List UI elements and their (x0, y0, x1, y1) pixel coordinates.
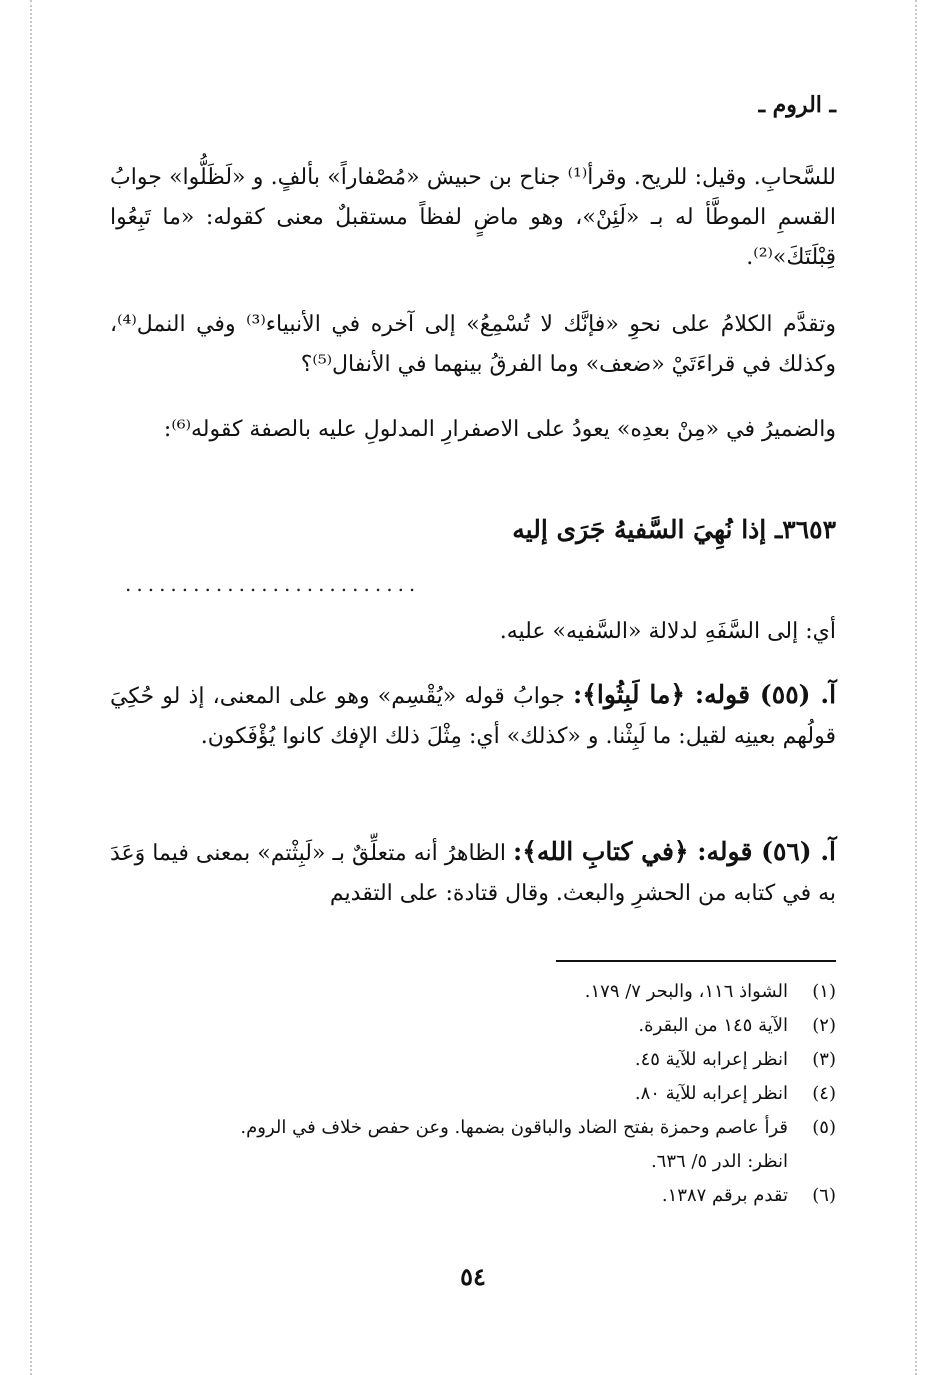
footnote-divider (556, 960, 836, 962)
verse-explanation: أي: إلى السَّفَهِ لدلالة «السَّفيه» عليه. (499, 619, 836, 644)
verse-line (110, 515, 836, 544)
verse-number: ٣٦٥٣ـ (774, 515, 836, 544)
ayah-55-heading: آ. (٥٥) قوله: ﴿ما لَبِثُوا﴾: (573, 680, 837, 709)
verse-text: إذا نُهِيَ السَّفيهُ جَرَى إليه (512, 515, 767, 544)
ayah-55-body: جوابُ قوله «يُقْسِم» وهو على المعنى، إذ لو حُكِيَ قولُهم بعينِه لقيل: ما لَبِثْنا. و «كذلك» أي: مِثْلَ ذلك الإفك كانوا يُؤْفَكون. (110, 684, 836, 749)
running-header: ـ الروم ـ (758, 92, 836, 118)
ayah-56-heading: آ. (٥٦) قوله: ﴿في كتابِ الله﴾: (513, 837, 836, 866)
footnote-6: (٦)تقدم برقم ١٣٨٧. (661, 1185, 836, 1206)
right-margin-dots (915, 0, 917, 1375)
footnote-5-continuation: انظر: الدر ٥/ ٦٣٦. (650, 1151, 788, 1172)
ayah-55-commentary (110, 675, 836, 757)
ayah-56-body: الظاهرُ أنه متعلِّقٌ بـ «لَبِثْتم» بمعنى فيما وَعَدَ به في كتابه من الحشرِ والبعث. وقال قتادة: على التقديم (110, 841, 836, 906)
footnote-5: (٥)قرأ عاصم وحمزة بفتح الضاد والباقون بضمها. وعن حفص خلاف في الروم. (240, 1117, 836, 1138)
footnotes (110, 975, 836, 1213)
page-number: ٥٤ (460, 1262, 486, 1291)
left-margin-dots (30, 0, 32, 1375)
verse-ellipsis: .......................... (125, 572, 421, 596)
paragraph-2: وتقدَّم الكلامُ على نحوِ «فإنَّك لا تُسْمِعُ» إلى آخره في الأنبياء⁽³⁾ وفي النمل⁽⁴⁾، وكذلك في قراءَتَيْ «ضعف» وما الفرقُ بينهما في الأنفال⁽⁵⁾؟ (110, 312, 837, 377)
paragraph-3: والضميرُ في «مِنْ بعدِه» يعودُ على الاصفرارِ المدلولِ عليه بالصفة كقوله⁽⁶⁾: (163, 417, 836, 442)
footnote-1: (١)الشواذ ١١٦، والبحر ٧/ ١٧٩. (584, 981, 836, 1002)
footnote-3: (٣)انظر إعرابه للآية ٤٥. (634, 1049, 836, 1070)
footnote-2: (٢)الآية ١٤٥ من البقرة. (638, 1015, 836, 1036)
footnote-4: (٤)انظر إعرابه للآية ٨٠. (634, 1083, 836, 1104)
ayah-56-commentary (110, 832, 836, 914)
paragraph-1: للسَّحابِ. وقيل: للريح. وقرأ⁽¹⁾ جناح بن حبيش «مُصْفاراً» بألفٍ. و «لَظَلُّوا» جوابُ القسمِ الموطَّأ له بـ «لَئِنْ»، وهو ماضٍ لفظاً مستقبلٌ معنى كقوله: «ما تَبِعُوا قِبْلَتَكَ»⁽²⁾. (110, 165, 836, 270)
